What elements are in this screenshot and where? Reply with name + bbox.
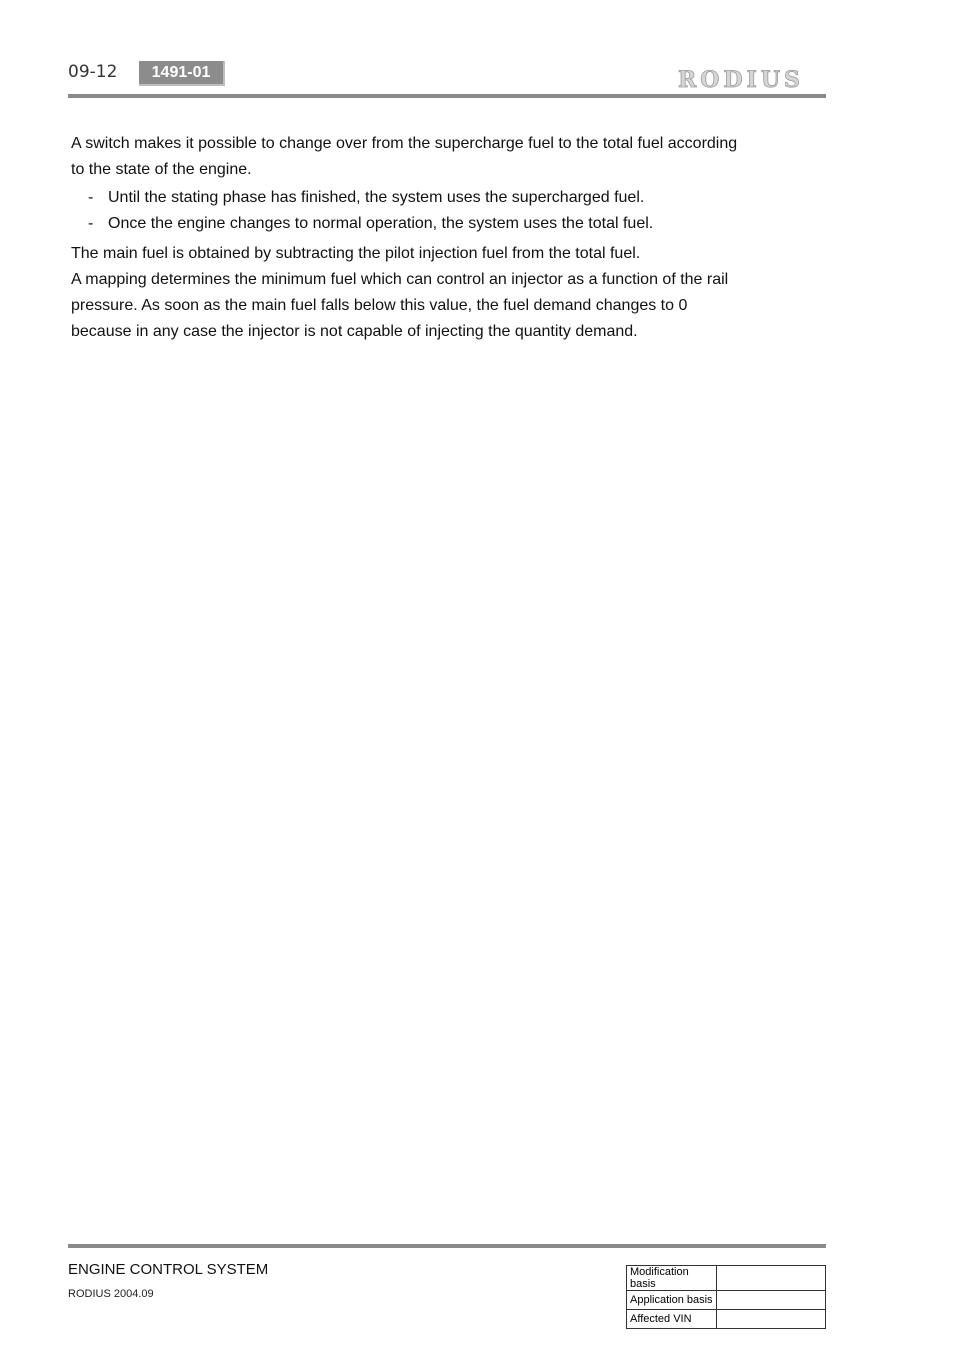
table-row <box>627 1310 826 1329</box>
footer-title: ENGINE CONTROL SYSTEM <box>68 1261 269 1278</box>
table-cell-label: Modification basis <box>627 1266 717 1291</box>
intro-paragraph-line1: A switch makes it possible to change over from the supercharge fuel to the total fuel according <box>71 135 738 152</box>
body-text <box>71 131 824 345</box>
list-item: - Until the stating phase has finished, the system uses the supercharged fuel. <box>88 189 645 206</box>
rodius-logo-icon <box>676 66 826 92</box>
header-rule <box>68 94 826 98</box>
table-cell-value <box>717 1291 826 1310</box>
table-row <box>627 1266 826 1291</box>
footer-rule <box>68 1244 826 1248</box>
table-cell-value <box>717 1266 826 1291</box>
table-cell-label: Affected VIN <box>627 1310 717 1329</box>
mapping-paragraph-line2: pressure. As soon as the main fuel falls below this value, the fuel demand changes to 0 <box>71 297 688 314</box>
bullet-list <box>71 185 824 237</box>
list-item: - Once the engine changes to normal operation, the system uses the total fuel. <box>88 215 654 232</box>
section-code-tab: 1491-01 <box>139 61 225 86</box>
main-fuel-paragraph: The main fuel is obtained by subtracting the pilot injection fuel from the total fuel. <box>71 245 641 262</box>
table-cell-label: Application basis <box>627 1291 717 1310</box>
brand-logo-text: RODIUS <box>678 67 804 92</box>
page-number: 09-12 <box>68 62 118 82</box>
revision-table <box>626 1265 826 1329</box>
mapping-paragraph-line3: because in any case the injector is not capable of injecting the quantity demand. <box>71 323 638 340</box>
intro-paragraph-line2: to the state of the engine. <box>71 161 252 178</box>
table-row <box>627 1291 826 1310</box>
table-cell-value <box>717 1310 826 1329</box>
footer-subtitle: RODIUS 2004.09 <box>68 1288 154 1300</box>
mapping-paragraph-line1: A mapping determines the minimum fuel which can control an injector as a function of the rail <box>71 271 729 288</box>
